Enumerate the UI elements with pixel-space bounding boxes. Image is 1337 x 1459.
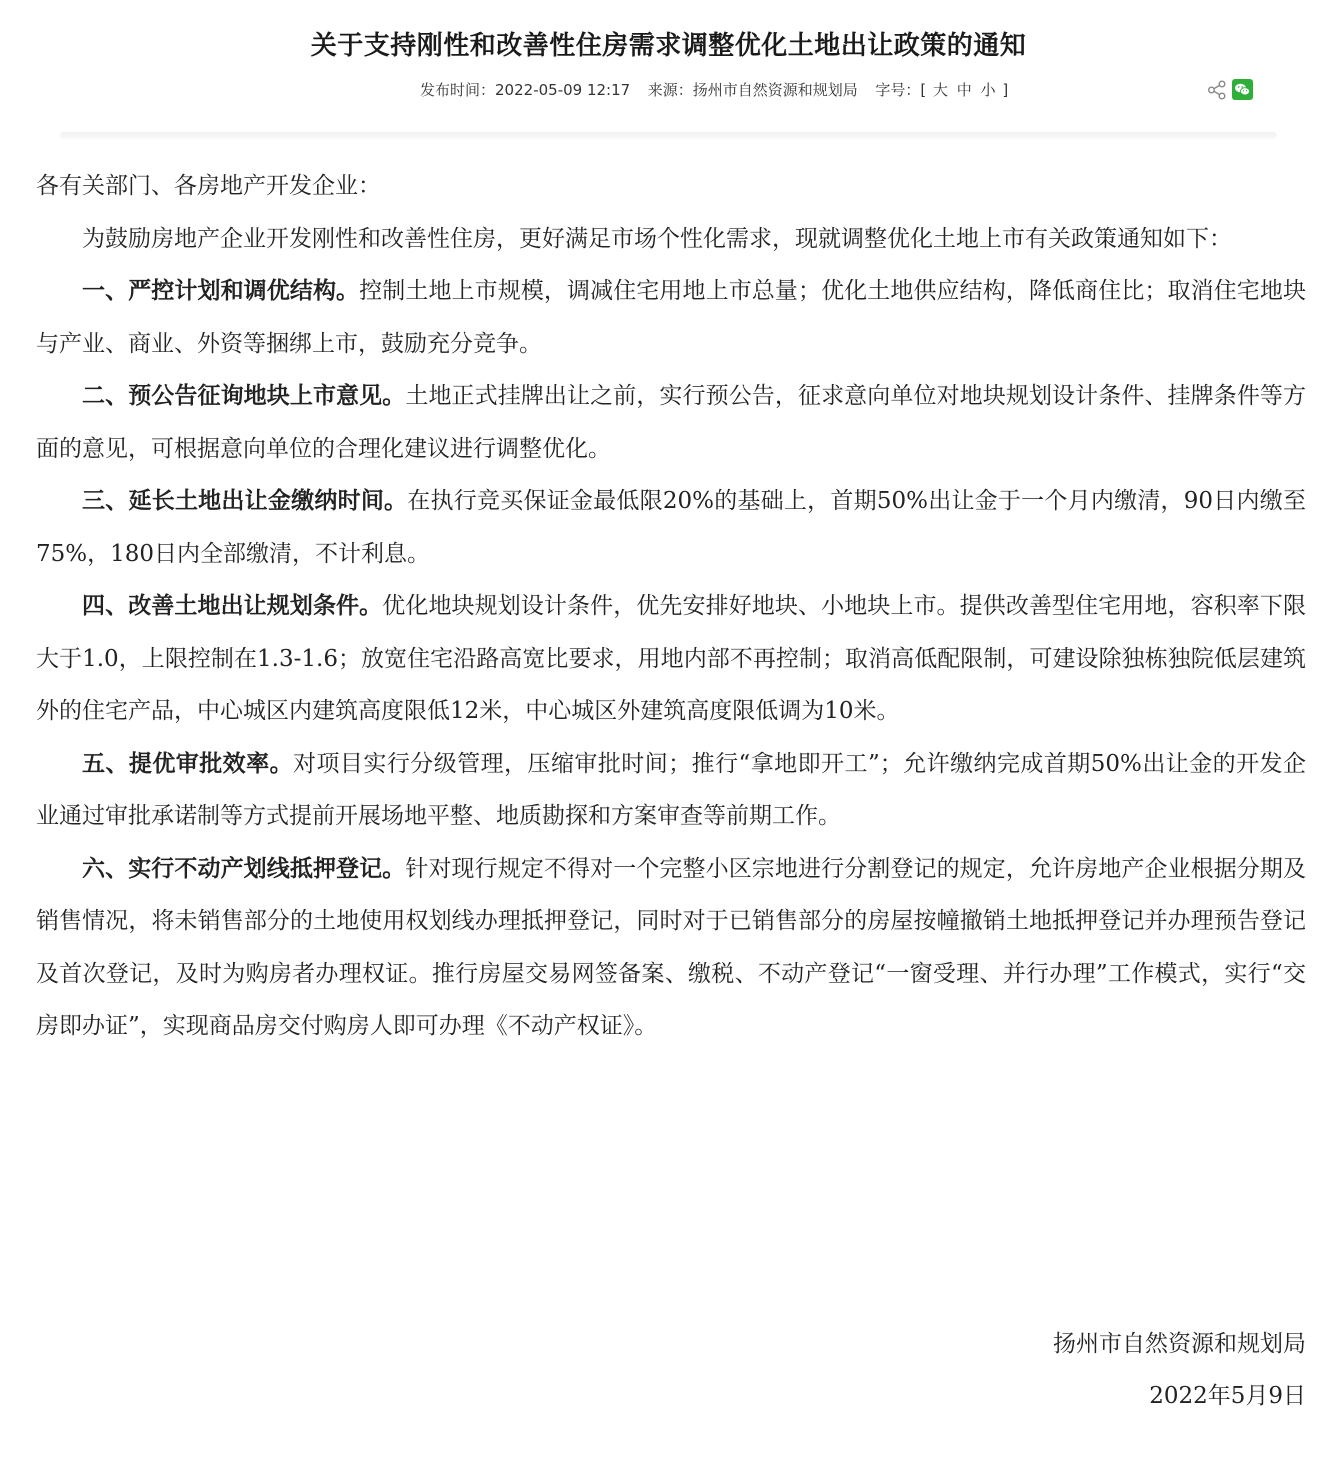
header-divider [60,132,1277,140]
font-size-large-button[interactable]: 大 [933,81,949,99]
policy-item-2 [36,370,1306,475]
policy-item-6-text: 针对现行规定不得对一个完整小区宗地进行分割登记的规定，允许房地产企业根据分期及销售情况，将未销售部分的土地使用权划线办理抵押登记，同时对于已销售部分的房屋按幢撤销土地抵押登记并办理预告登记及首次登记，及时为购房者办理权证。推行房屋交易网签备案、缴税、不动产登记“一窗受理、并行办理”工作模式，实行“交房即办证”，实现商品房交付购房人即可办理《不动产权证》。 [36,855,1307,1039]
policy-item-5 [36,738,1306,843]
wechat-icon[interactable] [1232,79,1253,100]
signature-date: 2022年5月9日 [1149,1383,1306,1409]
share-icon[interactable] [1206,79,1228,101]
article-body [36,160,1306,1053]
publish-time-label: 发布时间： [420,81,496,99]
article-header [0,0,1337,150]
source-value: 扬州市自然资源和规划局 [692,81,858,99]
article-title: 关于支持刚性和改善性住房需求调整优化土地出让政策的通知 [310,31,1027,61]
policy-item-5-heading: 五、提优审批效率。 [82,750,294,777]
policy-item-4-text: 优化地块规划设计条件，优先安排好地块、小地块上市。提供改善型住宅用地，容积率下限大于1.0，上限控制在1.3-1.6；放宽住宅沿路高宽比要求，用地内部不再控制；取消高低配限制，可建设除独栋独院低层建筑外的住宅产品，中心城区内建筑高度限低12米，中心城区外建筑高度限低调为10米。 [36,593,1307,724]
salutation: 各有关部门、各房地产开发企业： [36,173,381,199]
bracket-open: [ [920,81,927,99]
policy-item-2-text: 土地正式挂牌出让之前，实行预公告，征求意向单位对地块规划设计条件、挂牌条件等方面的意见，可根据意向单位的合理化建议进行调整优化。 [36,383,1307,462]
policy-item-3 [36,475,1306,580]
policy-item-2-heading: 二、预公告征询地块上市意见。 [82,383,406,409]
policy-item-1-heading: 一、严控计划和调优结构。 [82,278,360,304]
intro-paragraph: 为鼓励房地产企业开发刚性和改善性住房，更好满足市场个性化需求，现就调整优化土地上市有关政策通知如下： [82,225,1232,252]
font-size-medium-button[interactable]: 中 [956,81,972,99]
publish-time: 2022-05-09 12:17 [495,81,631,99]
source-label: 来源： [647,81,693,99]
policy-item-3-text: 在执行竞买保证金最低限20%的基础上，首期50%出让金于一个月内缴清，90日内缴至75%，180日内全部缴清，不计利息。 [36,488,1306,567]
article-meta [420,78,1008,102]
policy-item-6-heading: 六、实行不动产划线抵押登记。 [82,855,406,882]
bracket-close: ] [1002,81,1009,99]
policy-item-1-text: 控制土地上市规模，调减住宅用地上市总量；优化土地供应结构，降低商住比；取消住宅地块与产业、商业、外资等捆绑上市，鼓励充分竞争。 [36,278,1307,357]
policy-item-4-heading: 四、改善土地出让规划条件。 [82,593,383,619]
policy-item-5-text: 对项目实行分级管理，压缩审批时间；推行“拿地即开工”；允许缴纳完成首期50%出让金的开发企业通过审批承诺制等方式提前开展场地平整、地质勘探和方案审查等前期工作。 [36,750,1307,829]
policy-item-4 [36,580,1306,738]
policy-item-6 [36,843,1306,1053]
policy-item-1 [36,265,1306,370]
font-size-label: 字号： [875,81,921,99]
policy-item-3-heading: 三、延长土地出让金缴纳时间。 [82,488,408,514]
signature-organization: 扬州市自然资源和规划局 [1053,1331,1306,1357]
font-size-small-button[interactable]: 小 [980,81,996,99]
